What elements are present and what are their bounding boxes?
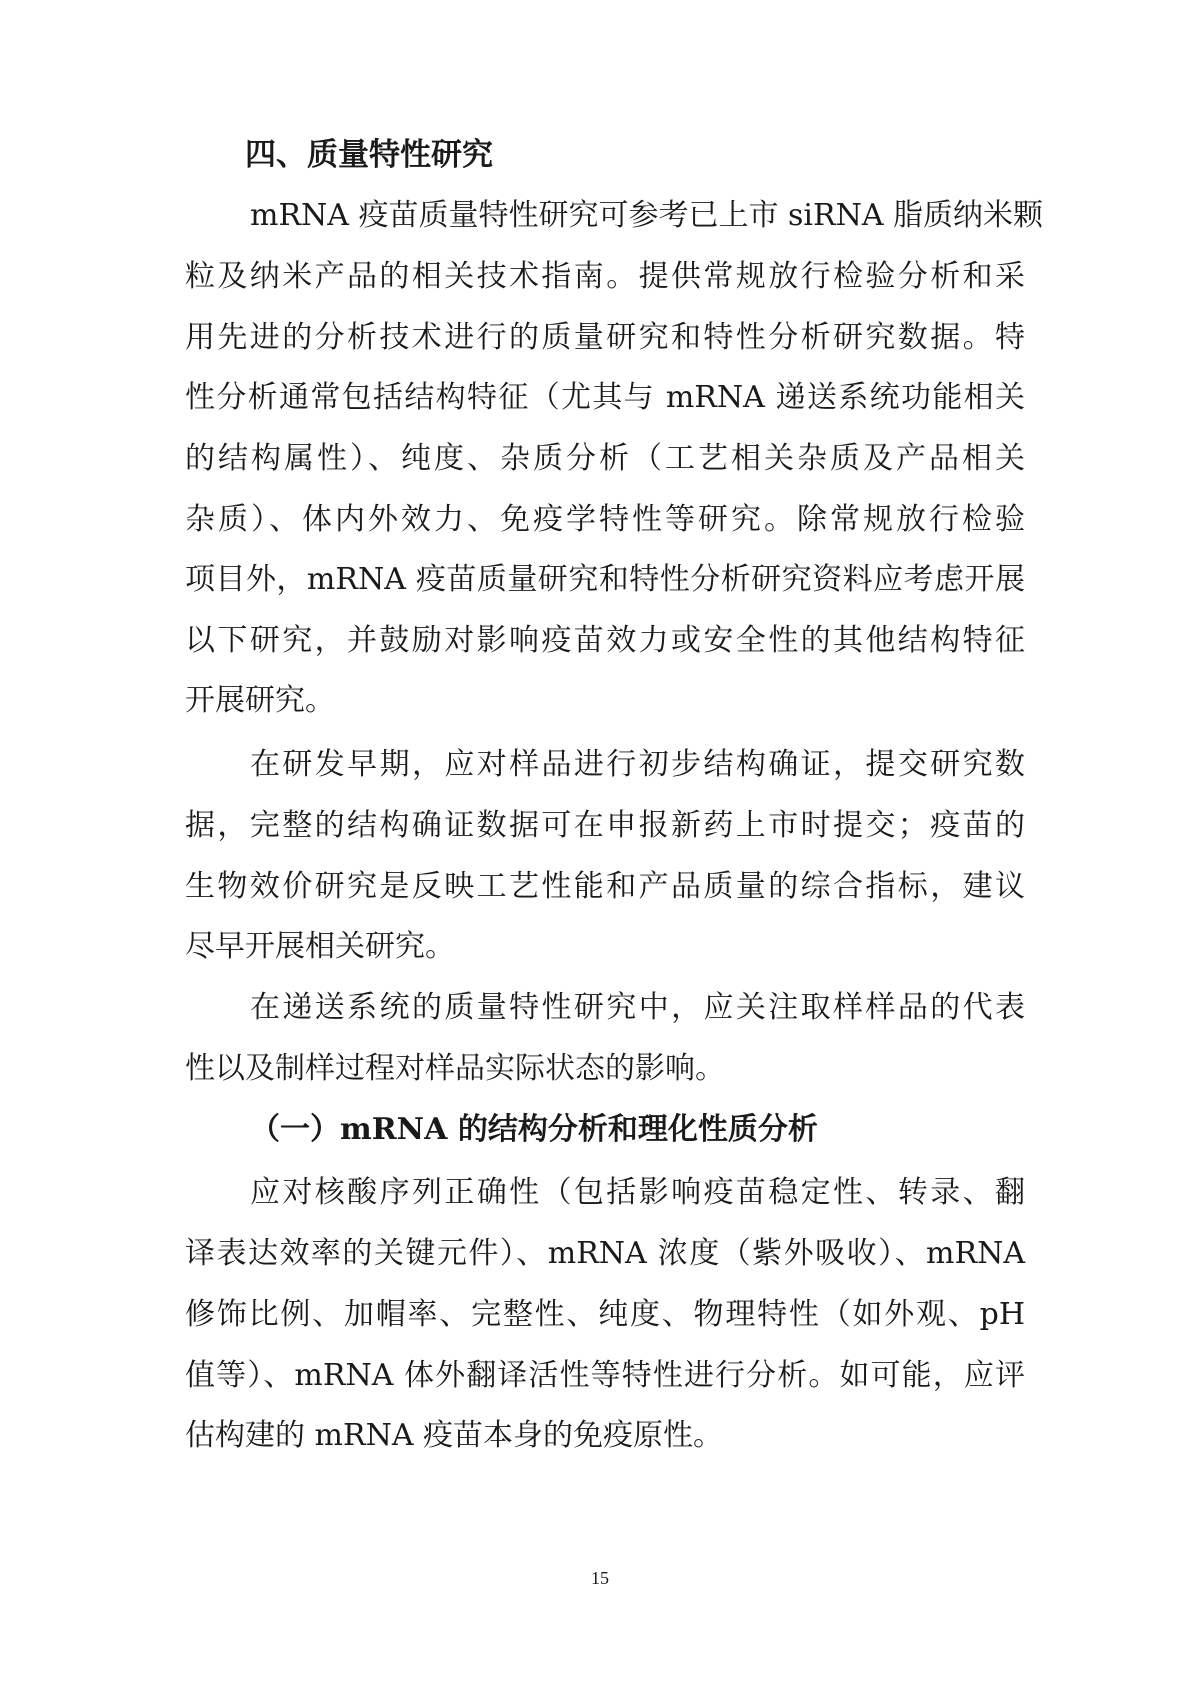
paragraph-1-line-8: 以下研究，并鼓励对影响疫苗效力或安全性的其他结构特征 [185, 623, 1025, 658]
paragraph-1-line-7: 项目外，mRNA 疫苗质量研究和特性分析研究资料应考虑开展 [185, 562, 1025, 597]
subsection-heading: （一）mRNA 的结构分析和理化性质分析 [250, 1112, 818, 1147]
paragraph-1-line-2: 粒及纳米产品的相关技术指南。提供常规放行检验分析和采 [185, 259, 1025, 294]
paragraph-4-line-5: 估构建的 mRNA 疫苗本身的免疫原性。 [185, 1418, 724, 1453]
paragraph-2-line-1: 在研发早期，应对样品进行初步结构确证，提交研究数 [250, 747, 1025, 782]
paragraph-1-line-5: 的结构属性）、纯度、杂质分析（工艺相关杂质及产品相关 [185, 441, 1025, 476]
paragraph-1-line-6: 杂质）、体内外效力、免疫学特性等研究。除常规放行检验 [185, 502, 1025, 537]
paragraph-3-line-2: 性以及制样过程对样品实际状态的影响。 [185, 1051, 725, 1086]
paragraph-2-line-2: 据，完整的结构确证数据可在申报新药上市时提交；疫苗的 [185, 808, 1025, 843]
paragraph-4-line-2: 译表达效率的关键元件）、mRNA 浓度（紫外吸收）、mRNA [185, 1236, 1025, 1271]
paragraph-2-line-4: 尽早开展相关研究。 [185, 929, 455, 964]
paragraph-1-line-9: 开展研究。 [185, 683, 335, 718]
paragraph-3-line-1: 在递送系统的质量特性研究中，应关注取样样品的代表 [250, 990, 1025, 1025]
paragraph-1-line-1: mRNA 疫苗质量特性研究可参考已上市 siRNA 脂质纳米颗 [250, 198, 1044, 233]
paragraph-4-line-4: 值等）、mRNA 体外翻译活性等特性进行分析。如可能，应评 [185, 1358, 1025, 1393]
paragraph-4-line-1: 应对核酸序列正确性（包括影响疫苗稳定性、转录、翻 [250, 1175, 1025, 1210]
page-number: 15 [591, 1568, 609, 1588]
section-heading: 四、质量特性研究 [245, 137, 493, 173]
paragraph-4-line-3: 修饰比例、加帽率、完整性、纯度、物理特性（如外观、pH [185, 1297, 1025, 1332]
paragraph-1-line-3: 用先进的分析技术进行的质量研究和特性分析研究数据。特 [185, 320, 1025, 355]
paragraph-2-line-3: 生物效价研究是反映工艺性能和产品质量的综合指标，建议 [185, 869, 1025, 904]
paragraph-1-line-4: 性分析通常包括结构特征（尤其与 mRNA 递送系统功能相关 [185, 380, 1025, 415]
